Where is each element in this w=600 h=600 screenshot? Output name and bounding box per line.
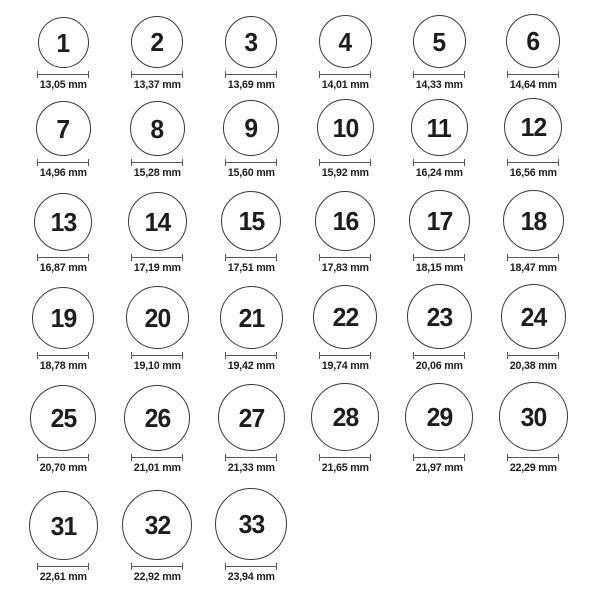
ring-size-cell [392, 283, 486, 383]
ring-size-number: 33 [238, 509, 264, 539]
ring-size-number: 32 [144, 510, 170, 540]
diameter-label: 15,92 mm [321, 167, 369, 179]
ring-size-number: 6 [526, 26, 540, 56]
diameter-label: 22,92 mm [133, 571, 181, 583]
ring-size-cell [204, 485, 298, 600]
ring-size-cell [204, 0, 298, 95]
ring-circle [29, 491, 98, 560]
diameter-ruler-line [507, 352, 559, 359]
diameter-label: 13,69 mm [227, 79, 275, 91]
diameter-ruler-line [225, 352, 277, 359]
ring-circle [504, 98, 562, 156]
diameter-label: 22,29 mm [509, 462, 557, 474]
diameter-label: 19,42 mm [227, 360, 275, 372]
ring-size-cell [486, 187, 580, 283]
ring-circle [411, 99, 468, 156]
diameter-ruler-line [225, 71, 277, 78]
ring-size-cell [298, 383, 392, 485]
ring-circle [315, 191, 375, 251]
ring-size-number: 30 [520, 401, 546, 432]
ring-size-number: 12 [520, 112, 546, 142]
ring-circle [126, 286, 189, 349]
ring-size-number: 21 [238, 302, 264, 333]
diameter-label: 21,65 mm [321, 462, 369, 474]
diameter-label: 14,01 mm [321, 79, 369, 91]
diameter-label: 19,10 mm [133, 360, 181, 372]
diameter-label: 16,24 mm [415, 167, 463, 179]
ring-size-cell [298, 187, 392, 283]
ring-size-number: 28 [332, 402, 358, 432]
ring-size-number: 5 [432, 26, 446, 57]
diameter-ruler-line [319, 254, 371, 261]
ring-size-number: 14 [144, 206, 170, 237]
ring-size-number: 2 [150, 27, 164, 57]
diameter-label: 21,33 mm [227, 462, 275, 474]
ring-circle [130, 101, 185, 156]
ring-circle [131, 16, 183, 68]
ring-circle [501, 284, 566, 349]
ring-size-number: 24 [520, 301, 546, 332]
ring-size-number: 15 [238, 206, 264, 236]
diameter-ruler-line [319, 352, 371, 359]
diameter-label: 14,33 mm [415, 79, 463, 91]
ring-circle [407, 284, 472, 349]
ring-circle [220, 286, 283, 349]
diameter-label: 13,37 mm [133, 79, 181, 91]
diameter-ruler-line [131, 159, 183, 166]
ring-size-number: 29 [426, 402, 452, 432]
ring-size-number: 20 [144, 302, 170, 333]
ring-size-number: 18 [520, 205, 546, 236]
ring-size-number: 16 [332, 206, 358, 236]
ring-size-cell [110, 485, 204, 600]
diameter-label: 21,97 mm [415, 462, 463, 474]
diameter-label: 14,64 mm [509, 79, 557, 91]
ring-circle [223, 100, 279, 156]
ring-size-row [16, 0, 600, 95]
ring-size-number: 19 [50, 303, 76, 333]
diameter-label: 20,06 mm [415, 360, 463, 372]
diameter-ruler-line [37, 563, 89, 570]
diameter-ruler-line [37, 352, 89, 359]
diameter-label: 18,78 mm [39, 360, 87, 372]
ring-size-number: 23 [426, 301, 452, 332]
ring-circle [506, 14, 560, 68]
diameter-ruler-line [507, 254, 559, 261]
diameter-ruler-line [225, 254, 277, 261]
ring-circle [122, 490, 192, 560]
diameter-label: 17,83 mm [321, 262, 369, 274]
ring-size-number: 3 [244, 27, 258, 57]
diameter-label: 15,60 mm [227, 167, 275, 179]
ring-size-row [16, 187, 600, 283]
diameter-label: 18,15 mm [415, 262, 463, 274]
diameter-ruler-line [319, 71, 371, 78]
ring-size-cell [392, 0, 486, 95]
ring-size-number: 22 [332, 302, 358, 332]
ring-circle [313, 285, 377, 349]
diameter-ruler-line [413, 71, 465, 78]
ring-size-number: 11 [426, 112, 452, 143]
ring-circle [32, 287, 94, 349]
ring-size-cell [298, 283, 392, 383]
ring-circle [503, 190, 564, 251]
ring-size-cell [110, 383, 204, 485]
ring-size-number: 9 [244, 113, 258, 143]
ring-circle [124, 385, 190, 451]
diameter-ruler-line [131, 71, 183, 78]
ring-circle [413, 15, 466, 68]
ring-size-cell [16, 383, 110, 485]
diameter-label: 16,87 mm [39, 262, 87, 274]
ring-size-cell [298, 0, 392, 95]
ring-size-number: 4 [338, 26, 352, 57]
ring-circle [499, 382, 568, 451]
ring-size-cell [392, 95, 486, 187]
diameter-label: 18,47 mm [509, 262, 557, 274]
ring-circle [225, 16, 277, 68]
ring-size-cell [204, 187, 298, 283]
diameter-label: 20,70 mm [39, 462, 87, 474]
diameter-ruler-line [131, 563, 183, 570]
diameter-label: 17,19 mm [133, 262, 181, 274]
diameter-label: 14,96 mm [39, 167, 87, 179]
diameter-label: 21,01 mm [133, 462, 181, 474]
ring-size-cell [392, 187, 486, 283]
diameter-ruler-line [131, 352, 183, 359]
ring-size-cell [16, 0, 110, 95]
diameter-ruler-line [413, 454, 465, 461]
ring-size-number: 17 [426, 205, 452, 236]
ring-size-cell [204, 383, 298, 485]
ring-size-cell [16, 485, 110, 600]
ring-circle [215, 488, 287, 560]
diameter-ruler-line [225, 159, 277, 166]
ring-size-number: 10 [332, 112, 358, 143]
ring-size-cell [298, 95, 392, 187]
ring-circle [30, 385, 96, 451]
ring-size-cell [486, 0, 580, 95]
diameter-ruler-line [37, 159, 89, 166]
ring-size-cell [486, 383, 580, 485]
diameter-ruler-line [319, 159, 371, 166]
ring-circle [317, 99, 374, 156]
ring-size-number: 13 [50, 207, 76, 237]
diameter-ruler-line [507, 454, 559, 461]
ring-size-number: 7 [56, 113, 70, 144]
diameter-label: 15,28 mm [133, 167, 181, 179]
ring-size-row [16, 383, 600, 485]
ring-size-row [16, 283, 600, 383]
ring-size-cell [110, 187, 204, 283]
diameter-ruler-line [413, 159, 465, 166]
ring-size-cell [16, 283, 110, 383]
diameter-label: 16,56 mm [509, 167, 557, 179]
ring-size-cell [392, 383, 486, 485]
diameter-ruler-line [37, 454, 89, 461]
ring-size-number: 27 [238, 402, 264, 433]
ring-size-cell [204, 283, 298, 383]
diameter-ruler-line [225, 563, 277, 570]
ring-circle [409, 190, 470, 251]
ring-size-cell [110, 283, 204, 383]
ring-circle [34, 193, 92, 251]
diameter-ruler-line [413, 352, 465, 359]
ring-size-cell [16, 187, 110, 283]
ring-circle [405, 383, 473, 451]
diameter-label: 23,94 mm [227, 571, 275, 583]
diameter-ruler-line [507, 71, 559, 78]
ring-size-number: 25 [50, 403, 76, 433]
ring-circle [128, 192, 187, 251]
diameter-ruler-line [37, 71, 89, 78]
ring-size-number: 8 [150, 113, 164, 144]
diameter-label: 19,74 mm [321, 360, 369, 372]
diameter-ruler-line [319, 454, 371, 461]
ring-circle [221, 191, 281, 251]
ring-size-row [16, 485, 600, 600]
diameter-label: 20,38 mm [509, 360, 557, 372]
ring-size-cell [110, 0, 204, 95]
ring-size-cell [486, 283, 580, 383]
diameter-ruler-line [37, 254, 89, 261]
ring-circle [218, 384, 285, 451]
ring-size-number: 31 [50, 510, 76, 541]
diameter-ruler-line [131, 454, 183, 461]
ring-size-number: 26 [144, 403, 170, 433]
diameter-ruler-line [131, 254, 183, 261]
ring-circle [36, 101, 91, 156]
diameter-label: 13,05 mm [39, 79, 87, 91]
diameter-label: 17,51 mm [227, 262, 275, 274]
ring-circle [319, 15, 372, 68]
ring-size-cell [486, 95, 580, 187]
ring-size-number: 1 [56, 27, 70, 58]
ring-circle [38, 17, 89, 68]
ring-size-cell [16, 95, 110, 187]
ring-size-cell [204, 95, 298, 187]
ring-size-cell [110, 95, 204, 187]
diameter-label: 22,61 mm [39, 571, 87, 583]
diameter-ruler-line [225, 454, 277, 461]
diameter-ruler-line [413, 254, 465, 261]
ring-circle [311, 383, 379, 451]
diameter-ruler-line [507, 159, 559, 166]
ring-size-row [16, 95, 600, 187]
